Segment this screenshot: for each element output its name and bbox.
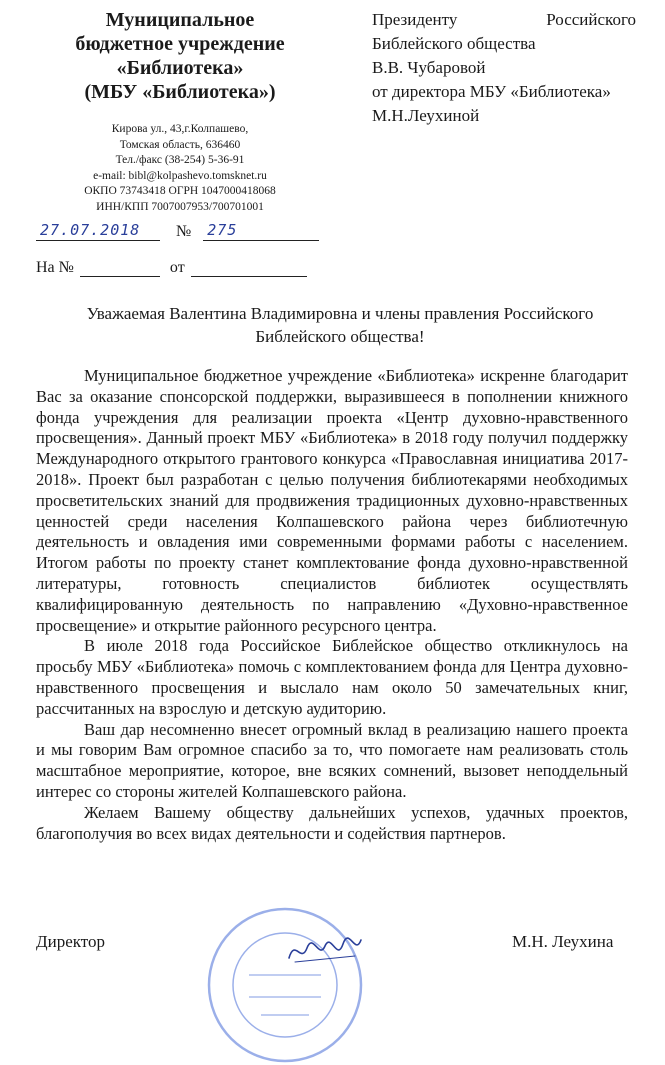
body-paragraph: Муниципальное бюджетное учреждение «Библиотека» искренне благодарит Вас за оказание спонсорской поддержки, выразившееся в пополнении книжного фонда учреждения для реализации проекта «Центр духовно-нравственного просвещения». Данный проект МБУ «Библиотека» в 2018 году получил поддержку Международного открытого грантового конкурса «Православная инициатива 2017- 2018». Проект был разработан с целью получения библиотекарями необходимых просветительских знаний для продвижения традиционных духовно-нравственных ценностей среди населения Колпашевского района через библиотечную деятельность и овладения ими современными формами работы с населением. Итогом работы по проекту станет комплектование фонда духовно-нравственной литературы, готовность специалистов библиотек осуществлять квалифицированную деятельность по направлению «Духовно-нравственное просвещение» и открытие районного ресурсного центра. — [36, 366, 628, 635]
outgoing-reference — [36, 222, 319, 241]
salutation — [60, 302, 620, 348]
contact-line: Томская область, 636460 — [119, 138, 241, 151]
salutation-line: Библейского общества! — [255, 327, 425, 346]
handwritten-signature — [285, 930, 365, 970]
signature-stroke — [295, 956, 355, 962]
salutation-line: Уважаемая Валентина Владимировна и члены правления Российского — [86, 304, 594, 323]
signature-title: Директор — [36, 932, 105, 951]
signature-stroke — [289, 938, 361, 958]
addressee-line: от директора МБУ «Библиотека» — [372, 82, 611, 101]
addressee-line: В.В. Чубаровой — [372, 58, 486, 77]
reply-label: На № — [36, 259, 74, 276]
org-line: (МБУ «Библиотека») — [84, 81, 276, 103]
contact-line: e-mail: bibl@kolpashevo.tomsknet.ru — [93, 169, 267, 182]
number-field — [203, 222, 319, 241]
reply-number-field — [80, 258, 160, 277]
organization-name — [30, 8, 330, 104]
letter-body — [36, 366, 628, 844]
addressee-line-left: Президенту — [372, 10, 458, 29]
body-paragraph: Ваш дар несомненно внесет огромный вклад в реализацию нашего проекта и мы говорим Вам огромное спасибо за то, что помогаете нам реализовать столь масштабное мероприятие, которое, вне всяких сомнений, вызовет неподдельный интерес со стороны жителей Колпашевского района. — [36, 719, 628, 801]
organization-contacts — [30, 122, 330, 215]
round-stamp — [205, 905, 365, 1065]
from-label: от — [169, 259, 185, 276]
date-field — [36, 222, 160, 241]
number-sign: № — [176, 223, 192, 240]
handwritten-number: 275 — [207, 221, 238, 239]
addressee-line: Библейского общества — [372, 34, 536, 53]
org-line: бюджетное учреждение — [75, 33, 285, 55]
contact-line: Тел./факс (38-254) 5-36-91 — [115, 154, 245, 166]
reply-date-field — [191, 258, 307, 277]
org-line: «Библиотека» — [116, 57, 244, 79]
body-paragraph: Желаем Вашему обществу дальнейших успехов, удачных проектов, благополучия во всех видах деятельности и содействия партнеров. — [36, 802, 628, 843]
contact-line: Кирова ул., 43,г.Колпашево, — [111, 123, 249, 135]
body-paragraph: В июле 2018 года Российское Библейское общество откликнулось на просьбу МБУ «Библиотека» помочь с комплектованием фонда для Центра духовно-нравственного просвещения и выслало нам около 50 замечательных книг, рассчитанных на взрослую и детскую аудиторию. — [36, 636, 628, 718]
addressee-line: М.Н.Леухиной — [372, 106, 480, 125]
addressee-line-right: Российского — [546, 10, 636, 29]
handwritten-date: 27.07.2018 — [40, 221, 141, 239]
addressee-block — [372, 8, 636, 128]
incoming-reference — [36, 258, 307, 277]
addressee-line — [372, 8, 636, 32]
signatory-name: М.Н. Леухина — [512, 932, 614, 951]
org-line: Муниципальное — [105, 9, 255, 31]
contact-line: ОКПО 73743418 ОГРН 1047000418068 — [84, 185, 276, 197]
contact-line: ИНН/КПП 7007007953/700701001 — [96, 200, 264, 213]
